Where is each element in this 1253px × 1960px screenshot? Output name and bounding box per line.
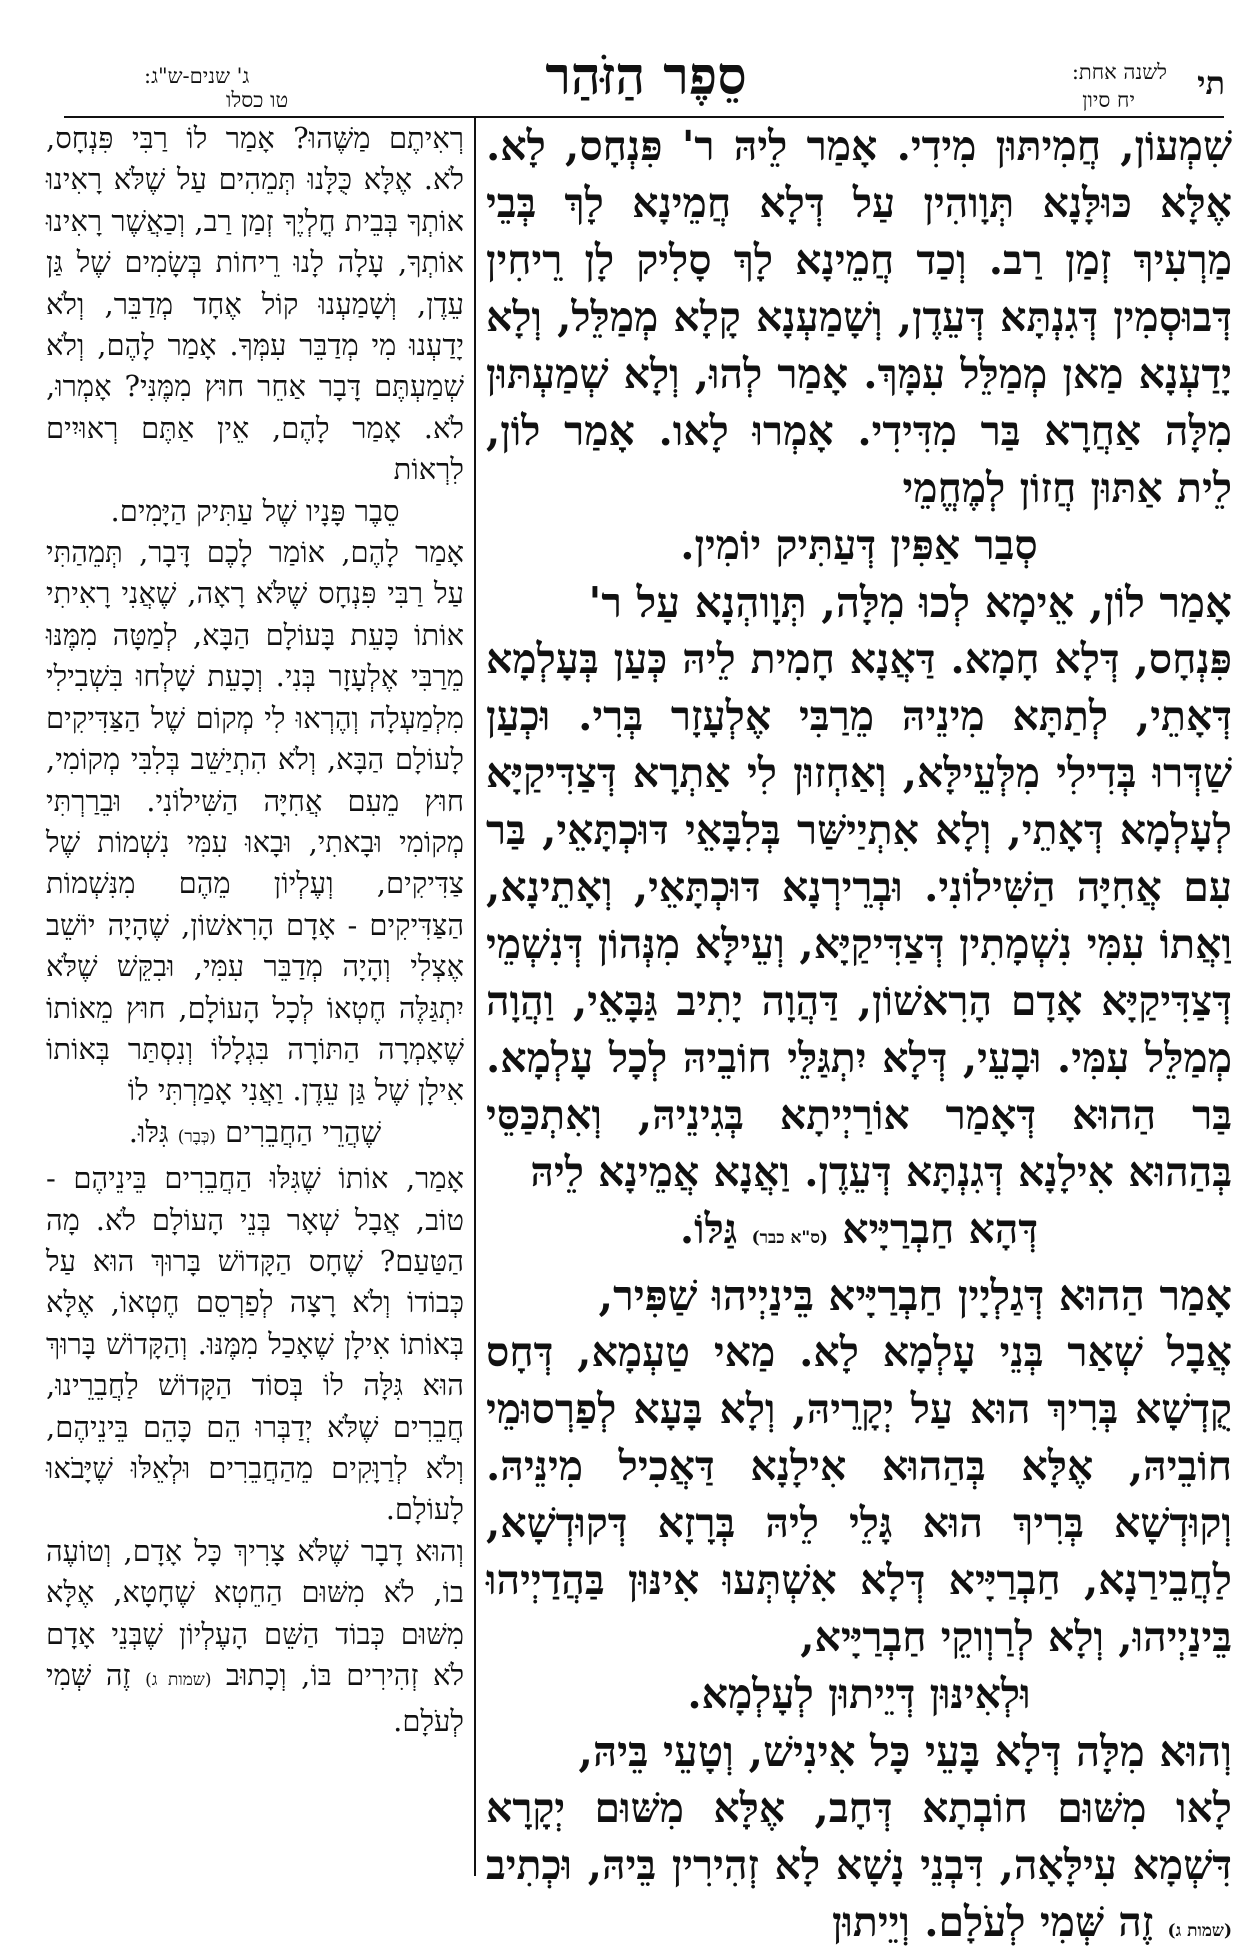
hebrew-paragraph-1-end: סֵבֶר פָּנָיו שֶׁל עַתִּיק הַיָּמִים. (110, 493, 400, 528)
hebrew-paragraph-2: אָמַר לָהֶם, אוֹמַר לָכֶם דָּבָר, תְּמֵהַתִּי עַל רַבִּי פִּנְחָס שֶׁלֹּא רָאָה, שֶׁאֲנִי רָאִיתִי אוֹתוֹ כָּעֵת בָּעוֹלָם הַבָּא, לְמַטָּה מִמֶּנּוּ מֵרַבִּי אֶלְעָזָר בְּנִי. וְכָעֵת שָׁלְחוּ בִּשְׁבִילִי מִלְמַעְלָה וְהֶרְאוּ לִי מְקוֹם שֶׁל הַצַּדִּיקִים לָעוֹלָם הַבָּא, וְלֹא הִתְיַשֵּׁב בְּלִבִּי מְקוֹמִי, חוּץ מֵעִם אֲחִיָּה הַשִּׁילוֹנִי. וּבֵרַרְתִּי מְקוֹמִי וּבָאתִי, וּבָאוּ עִמִּי נִשְׁמוֹת שֶׁל צַדִּיקִים, וְעֶלְיוֹן מֵהֶם מִנִּשְׁמוֹת הַצַּדִּיקִים - אָדָם הָרִאשׁוֹן, שֶׁהָיָה יוֹשֵׁב אֶצְלִי וְהָיָה מְדַבֵּר עִמִּי, וּבִקֵּשׁ שֶׁלֹּא יִתְגַּלֶּה חֶטְאוֹ לְכָל הָעוֹלָם, חוּץ מֵאוֹתוֹ שֶׁאָמְרָה הַתּוֹרָה בִּגְלָלוֹ וְנִסְתַּר בְּאוֹתוֹ אִילָן שֶׁל גַּן עֵדֶן. וַאֲנִי אָמַרְתִּי לוֹ (46, 535, 464, 1108)
scripture-reference: (שמות ג) (1167, 1921, 1232, 1941)
aramaic-paragraph-2-lead: אָמַר לוֹן, אֵימָא לְכוּ מִלָּה, תְּוָוהְנָא עַל ר' (588, 578, 1232, 627)
aramaic-paragraph-3: אָמַר הַהוּא דְּגַלְיָין חַבְרַיָּיא בֵּינַיְיהוּ שַׁפִּיר, אֲבָל שְׁאַר בְּנֵי עָלְמָא לָא. מַאי טַעְמָא, דְּחָס קֻדְשָׁא בְּרִיךְ הוּא עַל יְקָרֵיהּ, וְלָא בָּעָא לְפַרְסוּמֵי חוֹבֵיהּ, אֶלָּא בְּהַהוּא אִילָנָא דַּאֲכִיל מִינֵּיהּ. וְקוּדְשָׁא בְּרִיךְ הוּא גָּלֵי לֵיהּ בְּרָזָא דְּקוּדְשָׁא, לַחֲבֵירַנָא, חַבְרַיָּיא דְּלָא אִשְׁתְּעוּ אִינּוּן בַּהֲדַיְיהוּ בֵּינַיְיהוּ, וְלָא לְרַוְוקֵי חַבְרַיָּיא, (486, 1267, 1232, 1666)
aramaic-text-column (486, 118, 1232, 1946)
study-schedule-three-years: ג' שנים-ש"ג: (144, 64, 250, 88)
aramaic-paragraph-1-end: סְבַר אַפִּין דְּעַתִּיק יוֹמִין. (680, 521, 1038, 569)
aramaic-paragraph-2: אָמַר לוֹן, אֵימָא לְכוּ מִלָּה, תְּוָוהְנָא עַל ר' פִּנְחָס, דְּלָא חָמָא. דַּאֲנָא חָמִית לֵיהּ כְּעַן בְּעָלְמָא דְּאָתֵי, לְתַתָּא מִינֵיהּ מֵרַבִּי אֶלְעָזָר בְּרִי. וּכְעַן שַׁדְּרוּ בְּדִילִי מִלְּעֵילָּא, וְאַחְזוּן לִי אַתְרָא דְּצַדִּיקַיָּא לְעָלְמָא דְּאָתֵי, וְלָא אִתְיַישַּׁר בְּלִבָּאֵי דּוּכְתָּאֵי, בַּר עִם אֲחִיָּה הַשִּׁילוֹנִי. וּבְרֵירְנָא דּוּכְתָּאֵי, וְאָתֵינָא, וַאֲתוֹ עִמִּי נִשְׁמָתִין דְּצַדִּיקַיָּא, וְעֵילָּא מִנְּהוֹן דְּנִשְׁמֵי דְּצַדִּיקַיָּא אָדָם הָרִאשׁוֹן, דַּהֲוָה יָתִיב גַּבָּאֵי, וַהֲוָה מְמַלֵּל עִמִּי. וּבָעֵי, דְּלָא יִתְגַּלֵּי חוֹבֵיהּ לְכָל עָלְמָא. בַּר הַהוּא דְּאָמַר אוֹרַיְיתָא בְּגִינֵיהּ, וְאִתְכַּסֵּי בְּהַהוּא אִילָנָא דְּגִנְתָּא דְּעֵדֶן. וַאֲנָא אֲמֵינָא לֵיהּ (486, 574, 1232, 1201)
book-title: סֵפֶר הַזֹּהַר (545, 46, 747, 107)
hebrew-paragraph-1: רְאִיתֶם מַשֶּׁהוּ? אָמַר לוֹ רַבִּי פִּנְחָס, לֹא. אֶלָּא כֻּלָּנוּ תְּמֵהִים עַל שֶׁלֹּא רָאִינוּ אוֹתְךָ בְּבֵית חֳלְיֶךָ זְמַן רַב, וְכַאֲשֶׁר רָאִינוּ אוֹתְךָ, עָלָה לָנוּ רֵיחוֹת בְּשָׂמִים שֶׁל גַּן עֵדֶן, וְשָׁמַעְנוּ קוֹל אֶחָד מְדַבֵּר, וְלֹא יָדַעְנוּ מִי מְדַבֵּר עִמְּךָ. אָמַר לָהֶם, וְלֹא שְׁמַעְתֶּם דָּבָר אַחֵר חוּץ מִמֶּנִּי? אָמְרוּ, לֹא. אָמַר לָהֶם, אֵין אַתֶּם רְאוּיִים לִרְאוֹת (46, 121, 464, 487)
hebrew-paragraph-2-end: שֶׁהֲרֵי הַחֲבֵרִים (כְּבָר) גִּלּוּ. (128, 1114, 382, 1149)
aramaic-paragraph-1: שִׁמְעוֹן, חֲמִיתּוּן מִידִי. אָמַר לֵיהּ ר' פִּנְחָס, לָא. אֶלָּא כּוּלָּנָא תְּוָוהִין עַל דְּלָא חֲמֵינָא לָךְ בְּבֵי מַרְעִיךְ זְמַן רַב. וְכַד חֲמֵינָא לָךְ סָלִיק לָן רֵיחִין דְּבוּסְמִין דְּגִנְתָּא דְּעֵדֶן, וְשָׁמַעְנָא קָלָא מְמַלֵּל, וְלָא יָדַעְנָא מַאן מְמַלֵּל עִמָּךְ. אָמַר לְהוּ, וְלָא שְׁמַעְתּוּן מִלָּה אַחֲרָא בַּר מִדִּידִי. אָמְרוּ לָאו. אָמַר לוֹן, לֵית אַתּוּן חֲזוֹן לְמֶחֱמֵי (486, 122, 1232, 512)
hebrew-translation-column (46, 118, 464, 1880)
hebrew-paragraph-4: וְהוּא דָבָר שֶׁלֹּא צָרִיךְ כָּל אָדָם, וְטוֹעֶה בוֹ, לֹא מִשּׁוּם הַחֵטְא שֶׁחָטָא, אֶלָּא מִשּׁוּם כְּבוֹד הַשֵּׁם הָעֶלְיוֹן שֶׁבְּנֵי אָדָם לֹא זְהִירִים בּוֹ, וְכָתוּב (שמות ג) זֶה שְּׁמִי לְעֹלָם. (46, 1533, 465, 1739)
scripture-reference: (שמות ג) (145, 1670, 212, 1691)
aramaic-paragraph-2-end: דְּהָא חַבְרַיָּיא (ס"א כבר) גַּלּוֹ. (679, 1205, 1039, 1253)
aramaic-paragraph-4: וְהוּא מִלָּה דְּלָא בָּעֵי כָּל אִינִישׁ, וְטָעֵי בֵּיהּ, לָאו מִשּׁוּם חוֹבְתָא דְּחָב, אֶלָּא מִשּׁוּם יְקָרָא דִּשְׁמָא עִילָּאָה, דִּבְנֵי נָשָׁא לָא זְהִירִין בֵּיהּ, וּכְתִיב (שמות ג) זֶה שְּׁמִי לְעֹלָם. וְיֵיתוּן (486, 1723, 1232, 1960)
variant-reading-note: (ס"א כבר) (751, 1228, 828, 1248)
study-date-three-years: טו כסלו (226, 88, 289, 112)
aramaic-paragraph-4-lead: וְהוּא מִלָּה דְּלָא בָּעֵי כָּל אִינִישׁ, וְטָעֵי בֵּיהּ, (578, 1727, 1232, 1776)
page-header (0, 0, 1253, 118)
aramaic-paragraph-3-end: וּלְאִינּוּן דְּיֵיתוּן לְעָלְמָא. (687, 1670, 1031, 1718)
study-date-one-year: יח סיון (1082, 88, 1135, 112)
study-schedule-one-year: לשנה אחת: (1071, 60, 1167, 84)
hebrew-paragraph-3: אָמַר, אוֹתוֹ שֶׁגִּלּוּ הַחֲבֵרִים בֵּינֵיהֶם - טוֹב, אֲבָל שְׁאָר בְּנֵי הָעוֹלָם לֹא. מָה הַטַּעַם? שֶׁחָס הַקָּדוֹשׁ בָּרוּךְ הוּא עַל כְּבוֹדוֹ וְלֹא רָצָה לְפַרְסֵם חֶטְאוֹ, אֶלָּא בְּאוֹתוֹ אִילָן שֶׁאָכַל מִמֶּנּוּ. וְהַקָּדוֹשׁ בָּרוּךְ הוּא גִּלָּה לוֹ בְּסוֹד הַקָּדוֹשׁ לַחֲבֵרֵינוּ, חֲבֵרִים שֶׁלֹּא יְדַבְּרוּ הֵם כָּהֵם בֵּינֵיהֶם, וְלֹא לְרַוָּקִים מֵהַחֲבֵרִים וּלְאֵלּוּ שֶׁיָּבֹאוּ לָעוֹלָם. (46, 1161, 464, 1527)
variant-reading-note: (כְּבָר) (177, 1126, 216, 1147)
page-number: תי (1197, 64, 1225, 102)
column-divider (474, 116, 476, 1876)
aramaic-paragraph-3-lead: אָמַר הַהוּא דְּגַלְיָין חַבְרַיָּיא בֵּינַיְיהוּ שַׁפִּיר, (598, 1271, 1232, 1320)
